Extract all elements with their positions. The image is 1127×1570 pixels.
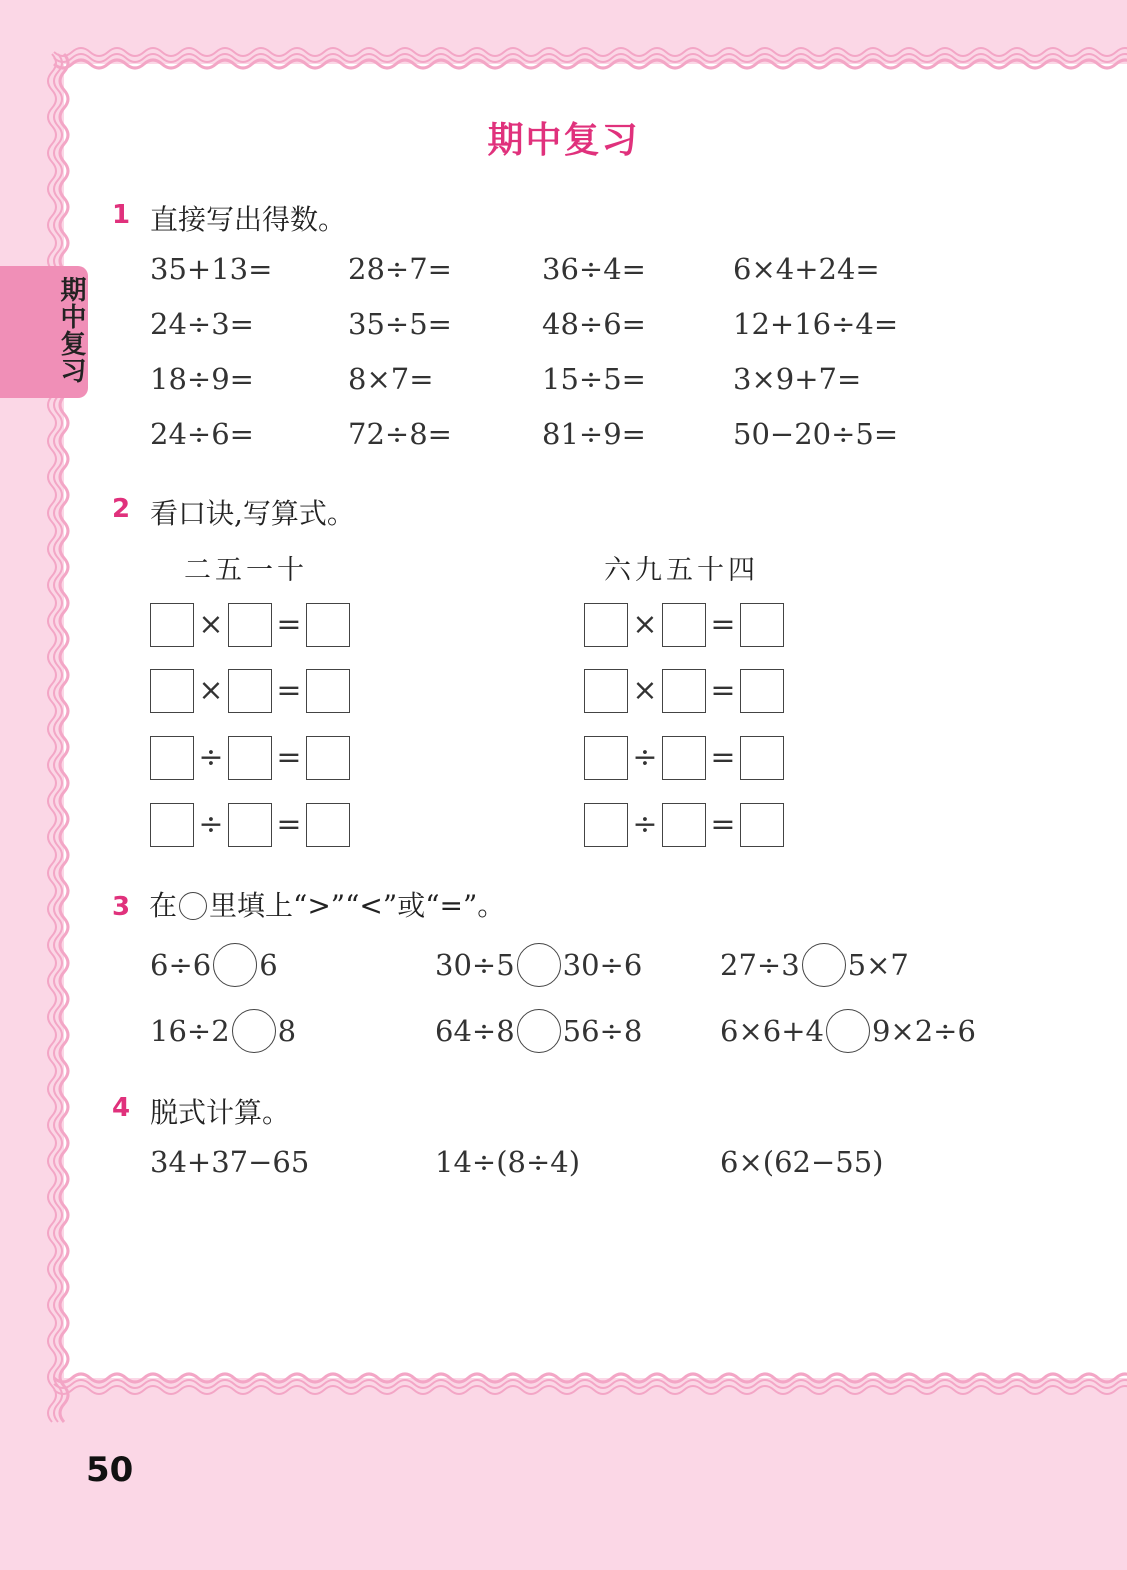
answer-box[interactable]: [228, 803, 272, 847]
q3-comparison: [720, 1009, 976, 1053]
comparison-circle[interactable]: [517, 1009, 561, 1053]
q2-equation-row: [584, 603, 784, 647]
comparison-left: 64÷8: [435, 1014, 515, 1048]
comparison-right: 9×2÷6: [871, 1014, 976, 1048]
comparison-left: 30÷5: [435, 948, 515, 982]
answer-box[interactable]: [150, 803, 194, 847]
operator-sign: ×: [632, 673, 658, 708]
q3-prompt-line: [112, 884, 505, 924]
q1-expression: 28÷7=: [348, 252, 452, 286]
answer-box[interactable]: [584, 803, 628, 847]
q1-expression: 24÷3=: [150, 307, 254, 341]
q3-prompt-circle-icon: [179, 892, 207, 920]
answer-box[interactable]: [306, 603, 350, 647]
q2-equation-row: [150, 603, 350, 647]
comparison-right: 6: [259, 948, 278, 982]
q2-equation-row: [150, 669, 350, 713]
q1-expression: 35+13=: [150, 252, 273, 286]
q2-equation-row: [584, 736, 784, 780]
operator-sign: ×: [632, 607, 658, 642]
q1-expression: 48÷6=: [542, 307, 646, 341]
q1-expression: 24÷6=: [150, 417, 254, 451]
q2-equation-row: [584, 803, 784, 847]
answer-box[interactable]: [662, 803, 706, 847]
answer-box[interactable]: [740, 736, 784, 780]
q4-prompt: 脱式计算。: [150, 1096, 291, 1129]
answer-box[interactable]: [228, 669, 272, 713]
side-tab: [0, 266, 88, 398]
comparison-left: 27÷3: [720, 948, 800, 982]
comparison-left: 6÷6: [150, 948, 212, 982]
page-number: 50: [86, 1450, 134, 1490]
equals-sign: =: [710, 607, 736, 642]
answer-box[interactable]: [584, 736, 628, 780]
q1-expression: 12+16÷4=: [733, 307, 899, 341]
comparison-left: 16÷2: [150, 1014, 230, 1048]
equals-sign: =: [276, 740, 302, 775]
q3-comparison: [150, 1009, 296, 1053]
answer-box[interactable]: [584, 669, 628, 713]
q2-equation-row: [150, 736, 350, 780]
equals-sign: =: [710, 673, 736, 708]
operator-sign: ÷: [632, 740, 658, 775]
q1-expression: 8×7=: [348, 362, 434, 396]
q2-number: 2: [112, 494, 131, 524]
answer-box[interactable]: [662, 736, 706, 780]
answer-box[interactable]: [228, 736, 272, 780]
q1-expression: 35÷5=: [348, 307, 452, 341]
q3-comparison: [720, 943, 909, 987]
q2-rhyme-left: 二五一十: [184, 555, 308, 586]
q3-comparison: [435, 1009, 642, 1053]
q3-number: 3: [112, 892, 131, 922]
page-title: 期中复习: [487, 120, 640, 161]
comparison-right: 8: [277, 1014, 297, 1048]
q4-expression: 14÷(8÷4): [435, 1145, 581, 1179]
operator-sign: ÷: [632, 807, 658, 842]
answer-box[interactable]: [228, 603, 272, 647]
q4-expression: 34+37−65: [150, 1145, 310, 1179]
equals-sign: =: [710, 807, 736, 842]
q1-expression: 3×9+7=: [733, 362, 862, 396]
q1-prompt: 直接写出得数。: [150, 203, 347, 236]
q3-comparison: [435, 943, 642, 987]
answer-box[interactable]: [740, 603, 784, 647]
operator-sign: ÷: [198, 740, 224, 775]
q1-expression: 6×4+24=: [733, 252, 880, 286]
answer-box[interactable]: [150, 669, 194, 713]
answer-box[interactable]: [150, 603, 194, 647]
answer-box[interactable]: [740, 803, 784, 847]
equals-sign: =: [276, 807, 302, 842]
answer-box[interactable]: [662, 669, 706, 713]
answer-box[interactable]: [306, 803, 350, 847]
q2-equation-row: [150, 803, 350, 847]
answer-box[interactable]: [584, 603, 628, 647]
comparison-circle[interactable]: [232, 1009, 276, 1053]
q1-expression: 72÷8=: [348, 417, 452, 451]
q4-number: 4: [112, 1093, 131, 1123]
q1-expression: 36÷4=: [542, 252, 646, 286]
comparison-right: 56÷8: [562, 1014, 643, 1048]
answer-box[interactable]: [150, 736, 194, 780]
comparison-right: 5×7: [847, 948, 909, 982]
operator-sign: ÷: [198, 807, 224, 842]
q2-rhyme-right: 六九五十四: [604, 555, 759, 586]
operator-sign: ×: [198, 673, 224, 708]
comparison-circle[interactable]: [517, 943, 561, 987]
q1-expression: 18÷9=: [150, 362, 254, 396]
comparison-left: 6×6+4: [720, 1014, 824, 1048]
q3-prompt-before: 在: [149, 889, 178, 922]
q1-expression: 15÷5=: [542, 362, 646, 396]
comparison-right: 30÷6: [562, 948, 643, 982]
comparison-circle[interactable]: [213, 943, 257, 987]
equals-sign: =: [276, 673, 302, 708]
answer-box[interactable]: [740, 669, 784, 713]
q2-prompt: 看口诀,写算式。: [150, 497, 355, 530]
q3-prompt-after: 里填上“>”“<”或“=”。: [209, 889, 506, 922]
q1-expression: 50−20÷5=: [733, 417, 899, 451]
equals-sign: =: [276, 607, 302, 642]
answer-box[interactable]: [306, 736, 350, 780]
answer-box[interactable]: [662, 603, 706, 647]
q4-expression: 6×(62−55): [720, 1145, 884, 1179]
equals-sign: =: [710, 740, 736, 775]
q2-equation-row: [584, 669, 784, 713]
q1-expression: 81÷9=: [542, 417, 646, 451]
comparison-circle[interactable]: [802, 943, 846, 987]
q1-number: 1: [112, 200, 131, 230]
answer-box[interactable]: [306, 669, 350, 713]
side-tab-label: 期中复习: [56, 276, 86, 384]
operator-sign: ×: [198, 607, 224, 642]
q3-comparison: [150, 943, 278, 987]
comparison-circle[interactable]: [826, 1009, 870, 1053]
